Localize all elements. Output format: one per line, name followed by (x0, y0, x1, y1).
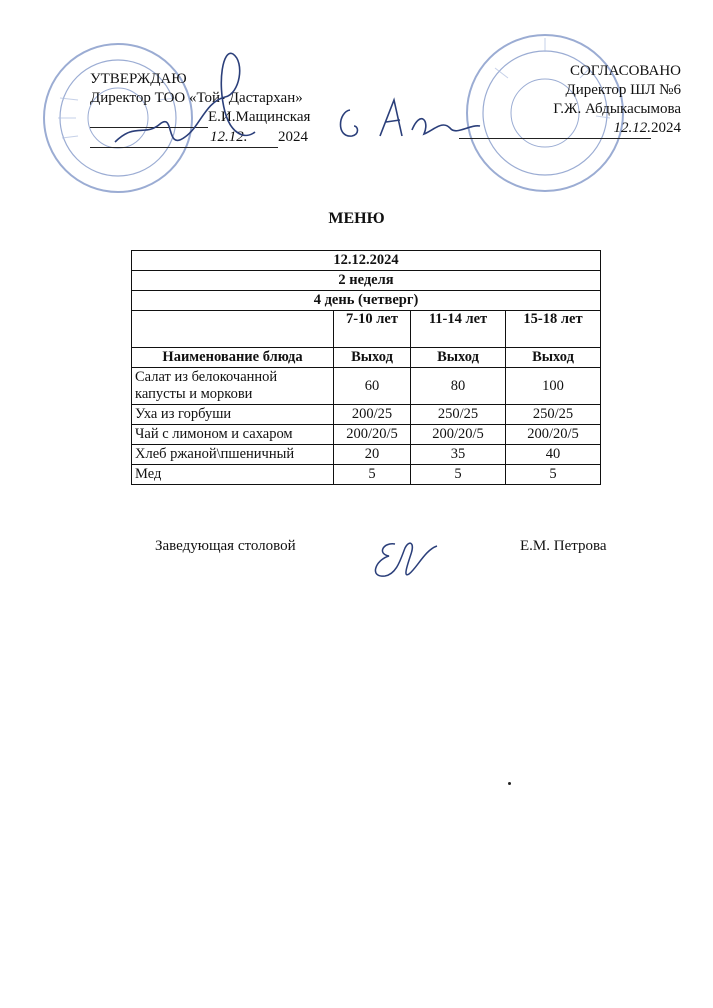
yield-header-3: Выход (506, 348, 601, 368)
approval-name: Е.И.Мащинская (208, 109, 311, 125)
dish-name: Хлеб ржаной\пшеничный (132, 445, 334, 465)
table-week-row (132, 271, 601, 291)
yield-value: 35 (411, 445, 506, 465)
signature-canteen-head (365, 530, 445, 590)
yield-value: 40 (506, 445, 601, 465)
table-day-row (132, 291, 601, 311)
yield-value: 200/20/5 (334, 425, 411, 445)
approval-title: УТВЕРЖДАЮ (90, 71, 187, 87)
yield-header-2: Выход (411, 348, 506, 368)
footer-role: Заведующая столовой (155, 538, 296, 554)
agreement-block (459, 62, 681, 139)
yield-value: 60 (334, 368, 411, 405)
agreement-date: 12.12. (599, 119, 651, 139)
approval-date: 12.12. (210, 128, 278, 148)
table-row (132, 405, 601, 425)
table-date-row (132, 251, 601, 271)
table-week: 2 неделя (132, 271, 601, 291)
age-group-1: 7-10 лет (334, 311, 411, 348)
yield-value: 80 (411, 368, 506, 405)
menu-title: МЕНЮ (328, 210, 385, 227)
table-date: 12.12.2024 (132, 251, 601, 271)
dish-name: Салат из белокочанной капусты и моркови (132, 368, 334, 405)
yield-value: 200/20/5 (411, 425, 506, 445)
approval-year: 2024 (278, 129, 308, 145)
dish-name-header: Наименование блюда (132, 348, 334, 368)
dish-name: Чай с лимоном и сахаром (132, 425, 334, 445)
agreement-position: Директор ШЛ №6 (565, 82, 681, 98)
menu-table (131, 250, 601, 485)
yield-value: 200/20/5 (506, 425, 601, 445)
agreement-date-line (459, 119, 681, 139)
agreement-title: СОГЛАСОВАНО (569, 63, 681, 79)
empty-cell (132, 311, 334, 348)
table-row (132, 368, 601, 405)
yield-value: 20 (334, 445, 411, 465)
yield-value: 5 (334, 465, 411, 485)
agreement-year: 2024 (651, 120, 681, 136)
table-row (132, 465, 601, 485)
yield-value: 250/25 (411, 405, 506, 425)
yield-value: 200/25 (334, 405, 411, 425)
table-day: 4 день (четверг) (132, 291, 601, 311)
signature-director-left (105, 42, 265, 162)
date-line-blank (459, 119, 599, 139)
approval-position: Директор ТОО «Той- Дастархан» (90, 90, 303, 106)
dish-name: Уха из горбуши (132, 405, 334, 425)
header-row (132, 348, 601, 368)
table-row (132, 425, 601, 445)
agreement-name: Г.Ж. Абдыкасымова (553, 101, 681, 117)
table-row (132, 445, 601, 465)
footer-name: Е.М. Петрова (520, 538, 607, 554)
yield-value: 5 (506, 465, 601, 485)
dish-name: Мед (132, 465, 334, 485)
yield-value: 100 (506, 368, 601, 405)
yield-value: 250/25 (506, 405, 601, 425)
age-groups-row (132, 311, 601, 348)
yield-header-1: Выход (334, 348, 411, 368)
age-group-2: 11-14 лет (411, 311, 506, 348)
yield-value: 5 (411, 465, 506, 485)
dot-mark (508, 782, 511, 785)
age-group-3: 15-18 лет (506, 311, 601, 348)
